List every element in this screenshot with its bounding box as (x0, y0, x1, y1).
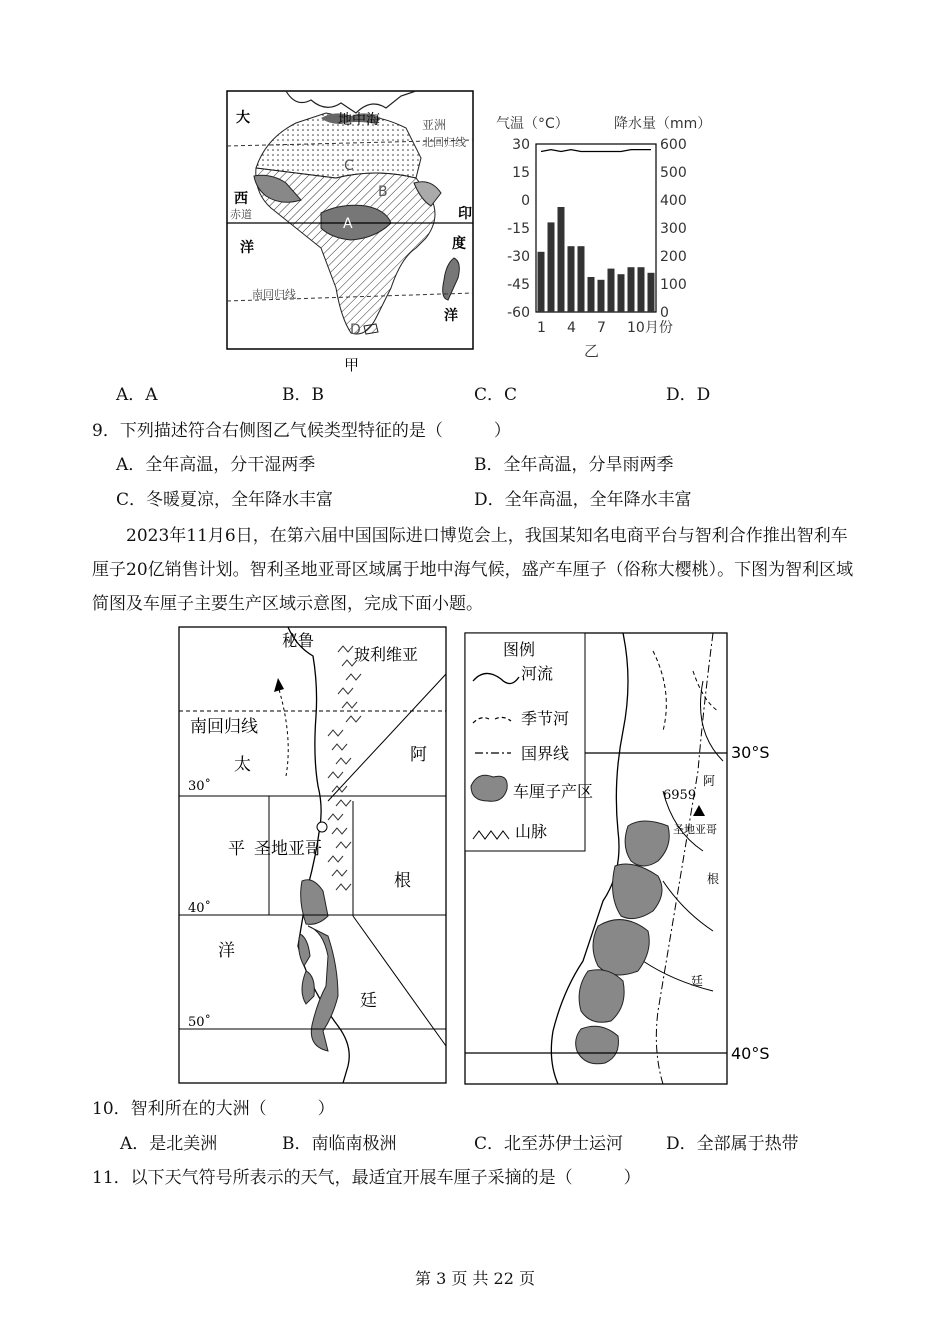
label-bolivia: 玻利维亚 (354, 645, 419, 664)
label-equator: 赤道 (230, 208, 252, 221)
caption-jia: 甲 (344, 356, 360, 374)
label-30s: 30°S (731, 743, 770, 762)
label-lat40: 40˚ (188, 901, 212, 916)
q9-option-d: D．全年高温，全年降水丰富 (474, 490, 692, 510)
label-gen-right: 根 (707, 872, 720, 886)
month-tick-label: 7 (597, 320, 606, 336)
q9-option-c: C．冬暖夏凉，全年降水丰富 (116, 490, 334, 510)
precip-bar (598, 280, 605, 312)
label-ping: 平 (228, 839, 245, 859)
label-santiago: 圣地亚哥 (254, 839, 322, 859)
temp-axis-title: 气温（°C） (496, 116, 569, 132)
precip-bar (618, 274, 625, 312)
precip-tick-label: 400 (660, 193, 687, 209)
legend-river: 河流 (521, 664, 554, 683)
label-yang-right: 洋 (444, 308, 458, 324)
label-ting: 廷 (360, 991, 377, 1011)
precip-bar (638, 267, 645, 312)
label-asia: 亚洲 (422, 118, 447, 132)
precip-bar (568, 246, 575, 312)
temp-tick-label: 30 (512, 137, 530, 153)
precip-axis-title: 降水量（mm） (614, 116, 712, 132)
label-ting-right: 廷 (691, 974, 704, 988)
precip-bar (558, 207, 565, 312)
q10-option-c: C．北至苏伊士运河 (474, 1134, 624, 1154)
cherry-production-map (463, 631, 773, 1087)
precip-bar (608, 269, 615, 312)
caption-yi: 乙 (584, 342, 600, 360)
label-peak: 6959 (663, 788, 697, 803)
label-santiago-right: 圣地亚哥 (673, 823, 717, 836)
label-yang: 洋 (218, 941, 235, 961)
precip-bar (548, 222, 555, 312)
q8-option-c: C．C (474, 385, 518, 405)
q10-stem: 10．智利所在的大洲（ ） (92, 1099, 335, 1119)
temp-tick-label: 0 (521, 193, 530, 209)
legend-title: 图例 (503, 640, 536, 659)
chile-region-map (178, 626, 448, 1086)
temp-tick-label: -15 (507, 221, 530, 237)
precip-tick-label: 200 (660, 249, 687, 265)
precip-tick-label: 0 (660, 305, 669, 321)
label-yin: 印 (458, 206, 472, 222)
label-tropic-south: 南回归线 (252, 288, 296, 301)
temperature-line (541, 150, 651, 152)
label-40s: 40°S (731, 1044, 770, 1063)
temp-tick-label: -60 (507, 305, 530, 321)
legend-border: 国界线 (521, 744, 570, 763)
month-tick-label: 4 (567, 320, 576, 336)
month-tick-label: 1 (537, 320, 546, 336)
label-xi: 西 (234, 191, 248, 207)
climate-chart-yi (488, 108, 728, 362)
legend-mountain: 山脉 (515, 822, 548, 841)
legend-cherry: 车厘子产区 (513, 782, 594, 801)
label-tropic-north: 北回归线 (422, 136, 466, 149)
label-C: C (344, 158, 354, 174)
label-du: 度 (452, 236, 466, 252)
q9-option-b: B．全年高温，分旱雨两季 (474, 455, 674, 475)
precip-tick-label: 500 (660, 165, 687, 181)
label-B: B (378, 184, 388, 200)
q10-option-d: D．全部属于热带 (666, 1134, 799, 1154)
temp-tick-label: -30 (507, 249, 530, 265)
q10-option-a: A．是北美洲 (120, 1134, 218, 1154)
label-tropic: 南回归线 (190, 717, 258, 737)
label-lat30: 30˚ (188, 779, 212, 794)
label-D: D (350, 322, 361, 338)
precip-bar (648, 273, 655, 312)
precip-bar (588, 277, 595, 312)
q8-option-d: D．D (666, 385, 711, 405)
temp-tick-label: -45 (507, 277, 530, 293)
label-tai: 太 (234, 755, 251, 775)
label-da: 大 (236, 110, 250, 126)
label-mediterranean: 地中海 (338, 112, 380, 128)
precip-bar (538, 252, 545, 312)
label-a: 阿 (410, 745, 427, 765)
q8-option-b: B．B (282, 385, 324, 405)
precip-bar (578, 246, 585, 312)
q11-stem: 11．以下天气符号所表示的天气，最适宜开展车厘子采摘的是（ ） (92, 1168, 641, 1188)
month-tick-label: 10月份 (627, 320, 673, 336)
q9-option-a: A．全年高温，分干湿两季 (116, 455, 316, 475)
precip-tick-label: 300 (660, 221, 687, 237)
q9-stem: 9．下列描述符合右侧图乙气候类型特征的是（ ） (92, 421, 511, 441)
label-yang-left: 洋 (240, 240, 254, 256)
label-A: A (343, 216, 353, 232)
label-gen: 根 (394, 871, 411, 891)
legend-seasonal: 季节河 (521, 709, 570, 728)
label-a-right: 阿 (703, 774, 716, 788)
label-lat50: 50˚ (188, 1015, 212, 1030)
africa-map-jia (226, 88, 476, 378)
precip-tick-label: 100 (660, 277, 687, 293)
q10-option-b: B．南临南极洲 (282, 1134, 397, 1154)
label-peru: 秘鲁 (282, 631, 315, 650)
q8-option-a: A．A (116, 385, 158, 405)
precip-bar (628, 267, 635, 312)
temp-tick-label: 15 (512, 165, 530, 181)
precip-tick-label: 600 (660, 137, 687, 153)
page-footer: 第 3 页 共 22 页 (415, 1269, 535, 1288)
passage: 2023年11月6日，在第六届中国国际进口博览会上，我国某知名电商平台与智利合作推出智利车厘子20亿销售计划。智利圣地亚哥区域属于地中海气候，盛产车厘子（俗称大樱桃）。下图为智利区域简图及车厘子主要生产区域示意图，完成下面小题。 (92, 526, 854, 614)
